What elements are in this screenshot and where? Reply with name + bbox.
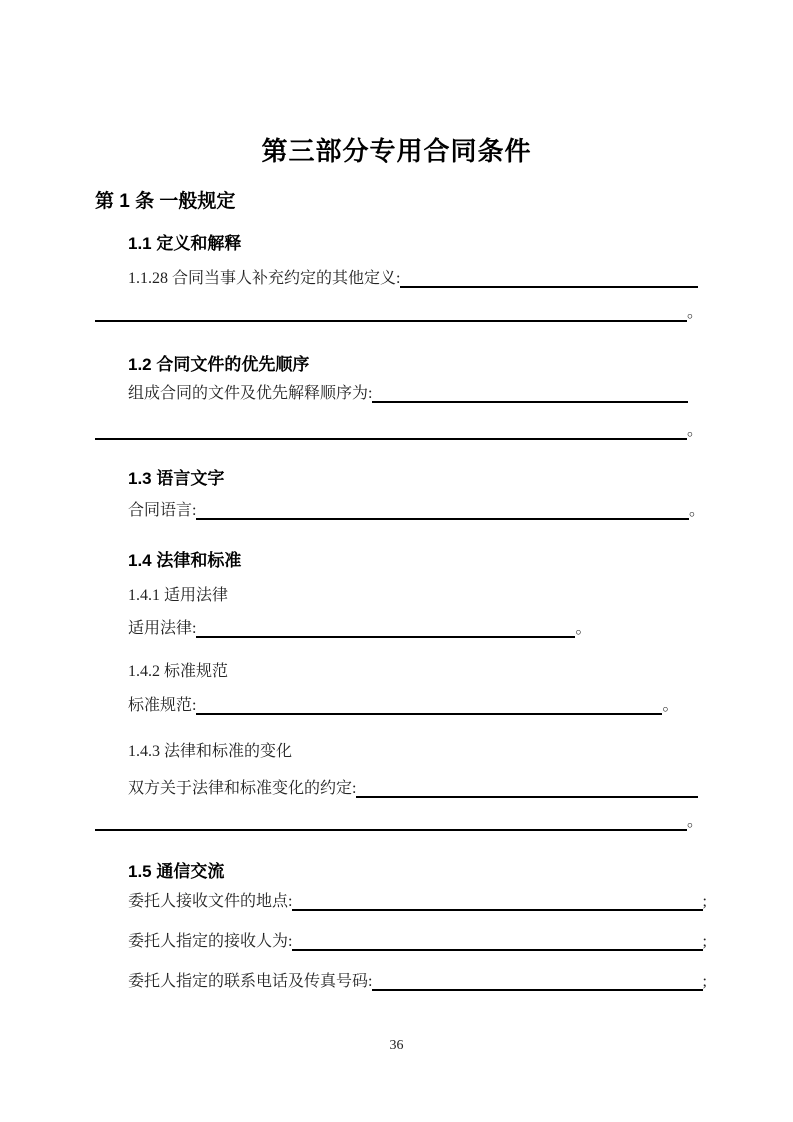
blank-field-law-standard-changes-continued[interactable] [95,812,687,831]
fill-in-row-1-2 [128,384,688,403]
fill-in-row-1-5-phone-fax [128,972,707,991]
blank-field-priority-order-continued[interactable] [95,421,687,440]
fill-in-row-1-1-28 [128,269,698,288]
semicolon-punctuation: ; [702,973,707,990]
continuation-line-3 [95,812,704,831]
fill-in-row-1-4-1 [128,619,591,638]
clause-1-heading: 第 1 条 一般规定 [95,191,236,212]
blank-field-law-standard-changes[interactable] [356,779,698,798]
field-label-standards: 标准规范: [128,697,197,714]
blank-field-applicable-law[interactable] [196,619,575,638]
subsection-title-1-4-3: 1.4.3 法律和标准的变化 [128,743,293,760]
section-heading-1-2: 1.2 合同文件的优先顺序 [128,355,310,374]
period-punctuation: 。 [575,620,592,637]
section-heading-1-3: 1.3 语言文字 [128,469,225,488]
field-label-applicable-law: 适用法律: [128,620,197,637]
section-heading-1-4: 1.4 法律和标准 [128,551,242,570]
blank-field-receiving-location[interactable] [292,892,702,911]
blank-field-contract-language[interactable] [196,501,689,520]
field-label-receiving-location: 委托人接收文件的地点: [128,893,293,910]
blank-field-other-definitions[interactable] [400,269,698,288]
field-label-1-1-28: 1.1.28 合同当事人补充约定的其他定义: [128,270,401,287]
field-label-law-standard-changes: 双方关于法律和标准变化的约定: [128,780,357,797]
section-heading-1-5: 1.5 通信交流 [128,862,225,881]
document-title: 第三部分专用合同条件 [261,136,532,166]
field-label-designated-recipient: 委托人指定的接收人为: [128,933,293,950]
field-label-phone-fax: 委托人指定的联系电话及传真号码: [128,973,373,990]
period-punctuation: 。 [687,304,704,321]
semicolon-punctuation: ; [702,893,707,910]
page-number: 36 [389,1038,404,1053]
subsection-title-1-4-2: 1.4.2 标准规范 [128,663,229,680]
period-punctuation: 。 [688,502,705,519]
semicolon-punctuation: ; [702,933,707,950]
period-punctuation: 。 [687,422,704,439]
period-punctuation: 。 [662,697,679,714]
fill-in-row-1-3 [128,501,705,520]
blank-field-other-definitions-continued[interactable] [95,303,687,322]
section-heading-1-1: 1.1 定义和解释 [128,234,242,253]
blank-field-standards[interactable] [196,696,662,715]
continuation-line-2 [95,421,704,440]
field-label-priority-order: 组成合同的文件及优先解释顺序为: [128,385,373,402]
continuation-line-1 [95,303,704,322]
blank-field-phone-fax[interactable] [372,972,702,991]
fill-in-row-1-5-location [128,892,707,911]
fill-in-row-1-4-2 [128,696,678,715]
period-punctuation: 。 [687,813,704,830]
blank-field-designated-recipient[interactable] [292,932,702,951]
fill-in-row-1-5-recipient [128,932,707,951]
field-label-contract-language: 合同语言: [128,502,197,519]
blank-field-priority-order[interactable] [372,384,688,403]
subsection-title-1-4-1: 1.4.1 适用法律 [128,587,229,604]
fill-in-row-1-4-3 [128,779,698,798]
